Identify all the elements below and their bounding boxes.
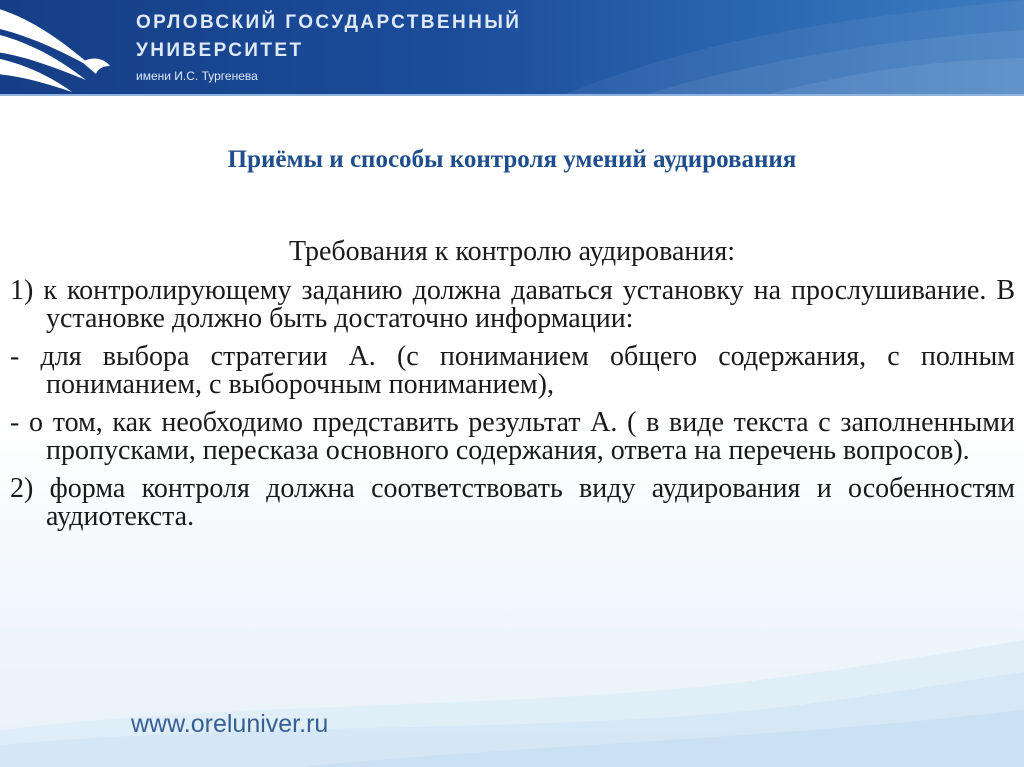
- header-divider: [0, 94, 1024, 96]
- slide-subheading: Требования к контролю аудирования:: [288, 236, 736, 267]
- eagle-logo-icon: [0, 0, 120, 96]
- list-item: - о том, как необходимо представить результат А. ( в виде текста с заполненными пропусками, пересказа основного содержания, ответа на перечень вопросов).: [10, 407, 1015, 466]
- university-name-line2: УНИВЕРСИТЕТ: [136, 40, 304, 61]
- footer-website-link[interactable]: www.oreluniver.ru: [131, 710, 329, 738]
- university-name-line3: имени И.С. Тургенева: [136, 69, 258, 83]
- list-item: 2) форма контроля должна соответствовать виду аудирования и особенностям аудиотекста.: [10, 473, 1015, 532]
- slide-title: Приёмы и способы контроля умений аудирования: [227, 146, 797, 173]
- list-item: 1) к контролирующему заданию должна даваться установку на прослушивание. В установке должно быть достаточно информации:: [10, 275, 1015, 334]
- slide-body: [10, 277, 1015, 541]
- footer-wave-decoration: [0, 640, 1024, 767]
- list-item: - для выбора стратегии А. (с пониманием общего содержания, с полным пониманием, с выборочным пониманием),: [10, 341, 1015, 400]
- header-band: [0, 0, 1024, 96]
- university-name-line1: ОРЛОВСКИЙ ГОСУДАРСТВЕННЫЙ: [136, 12, 522, 33]
